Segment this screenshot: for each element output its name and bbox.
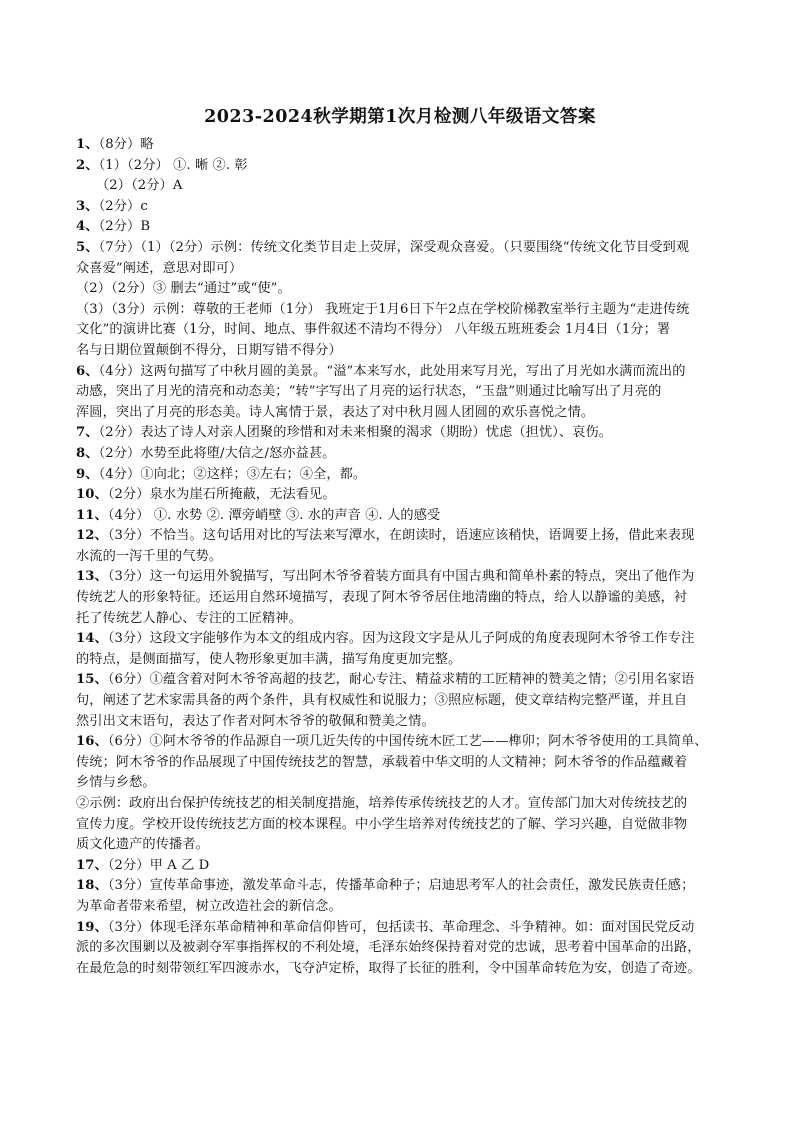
answer-line bbox=[76, 485, 724, 506]
answer-line bbox=[76, 217, 724, 238]
answer-line bbox=[76, 753, 724, 774]
answer-line bbox=[76, 465, 724, 486]
answer-text: （3分）这一句运用外貌描写，写出阿木爷爷着装方面具有中国古典和简单朴素的特点，突出了他作为 bbox=[107, 569, 695, 585]
answer-line bbox=[76, 773, 724, 794]
question-number: 10、 bbox=[76, 487, 108, 503]
answer-text: （1）（2分） ①. 晰 ②. 彰 bbox=[98, 157, 248, 173]
answer-line bbox=[76, 897, 724, 918]
answer-text: 的特点，是侧面描写，使人物形象更加丰满，描写角度更加完整。 bbox=[76, 651, 462, 667]
answer-line bbox=[76, 567, 724, 588]
answer-text: 为革命者带来希望，树立改造社会的新信念。 bbox=[76, 898, 342, 914]
answer-line bbox=[76, 712, 724, 733]
answer-text: 乡情与乡愁。 bbox=[76, 775, 156, 791]
answer-line bbox=[76, 444, 724, 465]
answer-text: （3分）不恰当。这句话用对比的写法来写潭水，在朗读时，语速应该稍快，语调要上扬，借此来表现 bbox=[107, 528, 695, 544]
answer-line bbox=[76, 815, 724, 836]
question-number: 9、 bbox=[76, 466, 99, 482]
answer-text: 传统艺人的形象特征。还运用自然环境描写，表现了阿木爷爷居住地清幽的特点，给人以静谧的美感，衬 bbox=[76, 590, 688, 606]
answer-text: （2）（2分）A bbox=[96, 178, 183, 194]
answer-text: 派的多次围剿以及被剥夺军事指挥权的不利处境，毛泽东始终保持着对党的忠诚，思考着中国革命的出路， bbox=[76, 940, 701, 956]
question-number: 18、 bbox=[76, 878, 108, 894]
answer-text: 然引出文末语句，表达了作者对阿木爷爷的敬佩和赞美之情。 bbox=[76, 713, 435, 729]
question-number: 19、 bbox=[76, 919, 108, 935]
answer-text: 众喜爱”阐述，意思对即可） bbox=[76, 260, 243, 276]
answer-line bbox=[76, 876, 724, 897]
question-number: 14、 bbox=[76, 631, 108, 647]
answer-text: （6分）①蕴含着对阿木爷爷高超的技艺，耐心专注、精益求精的工匠精神的赞美之情；②引用名家语 bbox=[107, 672, 695, 688]
answer-line bbox=[76, 691, 724, 712]
answer-text: （3）（3分）示例：尊敬的王老师（1分） 我班定于1月6日下午2点在学校阶梯教室举行主题为“走进传统 bbox=[76, 301, 690, 317]
question-number: 17、 bbox=[76, 857, 108, 873]
answer-line bbox=[76, 403, 724, 424]
answer-text: （3分）体现毛泽东革命精神和革命信仰皆可，包括读书、革命理念、斗争精神。如：面对国民党反动 bbox=[107, 919, 695, 935]
answer-line bbox=[76, 629, 724, 650]
answer-text: （6分）①阿木爷爷的作品源自一项几近失传的中国传统木匠工艺——榫卯；阿木爷爷使用的工具简单、 bbox=[107, 734, 708, 750]
answer-text: 句，阐述了艺术家需具备的两个条件，具有权威性和说服力；③照应标题，使文章结构完整严谨，并且自 bbox=[76, 693, 688, 709]
question-number: 15、 bbox=[76, 672, 108, 688]
answer-line bbox=[76, 547, 724, 568]
answer-text: （2分）B bbox=[98, 219, 151, 235]
answer-line bbox=[76, 835, 724, 856]
answer-line bbox=[76, 341, 724, 362]
answer-text: 动感，突出了月光的清亮和动态美；“转”字写出了月亮的运行状态，“玉盘”则通过比喻写出了月亮的 bbox=[76, 384, 662, 400]
answer-line bbox=[76, 794, 724, 815]
answer-line bbox=[76, 320, 724, 341]
answer-text: 传统；阿木爷爷的作品展现了中国传统技艺的智慧，承载着中华文明的人文精神；阿木爷爷的作品蕴藏着 bbox=[76, 754, 688, 770]
answer-text: 水流的一泻千里的气势。 bbox=[76, 548, 223, 564]
question-number: 3、 bbox=[76, 198, 99, 214]
answer-line bbox=[76, 300, 724, 321]
answer-line bbox=[76, 650, 724, 671]
answer-line bbox=[76, 506, 724, 527]
question-number: 12、 bbox=[76, 528, 108, 544]
answer-text: （3分）宣传革命事迹，激发革命斗志，传播革命种子；启迪思考军人的社会责任，激发民族责任感； bbox=[107, 878, 695, 894]
answer-line bbox=[76, 156, 724, 177]
answer-line bbox=[76, 918, 724, 939]
answer-text: 质文化遗产的传播者。 bbox=[76, 837, 209, 853]
answer-text: （4分） ①. 水势 ②. 潭旁峭壁 ③. 水的声音 ④. 人的感受 bbox=[107, 507, 441, 523]
answer-text: （2分）c bbox=[98, 198, 148, 214]
answer-line bbox=[76, 362, 724, 383]
answer-text: 浑圆，突出了月亮的形态美。诗人寓情于景，表达了对中秋月圆人团圆的欢乐喜悦之情。 bbox=[76, 404, 595, 420]
answer-line bbox=[76, 382, 724, 403]
answer-line bbox=[76, 176, 724, 197]
question-number: 13、 bbox=[76, 569, 108, 585]
question-number: 6、 bbox=[76, 363, 99, 379]
answer-text: 宣传力度。学校开设传统技艺方面的校本课程。中小学生培养对传统技艺的了解、学习兴趣，自觉做非物 bbox=[76, 816, 688, 832]
answer-text: （2分）泉水为崖石所掩蔽，无法看见。 bbox=[107, 487, 336, 503]
answer-text: （2分）水势至此将堕/大信之/怒亦益甚。 bbox=[98, 445, 336, 461]
question-number: 5、 bbox=[76, 239, 99, 255]
answer-line bbox=[76, 259, 724, 280]
question-number: 2、 bbox=[76, 157, 99, 173]
question-number: 11、 bbox=[76, 507, 108, 523]
answer-line bbox=[76, 526, 724, 547]
answer-line bbox=[76, 279, 724, 300]
answer-list bbox=[76, 135, 724, 979]
answer-text: （8分）略 bbox=[98, 137, 154, 152]
question-number: 4、 bbox=[76, 219, 99, 235]
answer-line bbox=[76, 135, 724, 156]
question-number: 7、 bbox=[76, 425, 99, 441]
answer-line bbox=[76, 938, 724, 959]
answer-text: 名与日期位置颠倒不得分，日期写错不得分） bbox=[76, 342, 342, 358]
answer-text: ②示例：政府出台保护传统技艺的相关制度措施，培养传承传统技艺的人才。宣传部门加大对传统技艺的 bbox=[76, 796, 688, 811]
answer-text: （7分）（1）（2分）示例：传统文化类节目走上荧屏，深受观众喜爱。（只要围绕“传统文化节目受到观 bbox=[98, 239, 690, 255]
answer-line bbox=[76, 197, 724, 218]
answer-line bbox=[76, 670, 724, 691]
answer-text: （2）（2分）③ 删去“通过”或“使”。 bbox=[76, 281, 291, 297]
answer-text: （4分）①向北；②这样；③左右；④全，都。 bbox=[98, 466, 367, 482]
question-number: 8、 bbox=[76, 445, 99, 461]
answer-line bbox=[76, 609, 724, 630]
question-number: 16、 bbox=[76, 734, 108, 750]
question-number: 1、 bbox=[76, 137, 99, 152]
answer-line bbox=[76, 588, 724, 609]
answer-line bbox=[76, 732, 724, 753]
answer-text: 在最危急的时刻带领红军四渡赤水，飞夺泸定桥，取得了长征的胜利，令中国革命转危为安，创造了奇迹。 bbox=[76, 960, 701, 976]
answer-text: （2分）表达了诗人对亲人团聚的珍惜和对未来相聚的渴求（期盼）忧虑（担忧）、哀伤。 bbox=[98, 425, 613, 441]
page-title: 2023-2024秋学期第1次月检测八年级语文答案 bbox=[204, 107, 596, 127]
answer-line bbox=[76, 856, 724, 877]
answer-text: （3分）这段文字能够作为本文的组成内容。因为这段文字是从儿子阿成的角度表现阿木爷爷工作专注 bbox=[107, 631, 695, 647]
answer-text: （2分）甲 A 乙 D bbox=[107, 857, 210, 873]
answer-text: （4分）这两句描写了中秋月圆的美景。“溢”本来写水，此处用来写月光，写出了月光如水满而流出的 bbox=[98, 363, 686, 379]
answer-line bbox=[76, 959, 724, 980]
answer-sheet bbox=[76, 104, 724, 979]
answer-text: 托了传统艺人静心、专注的工匠精神。 bbox=[76, 610, 302, 626]
answer-line bbox=[76, 423, 724, 444]
answer-line bbox=[76, 238, 724, 259]
answer-text: 文化”的演讲比赛（1分，时间、地点、事件叙述不清均不得分） 八年级五班班委会 1月4日（1分；署 bbox=[76, 322, 671, 338]
